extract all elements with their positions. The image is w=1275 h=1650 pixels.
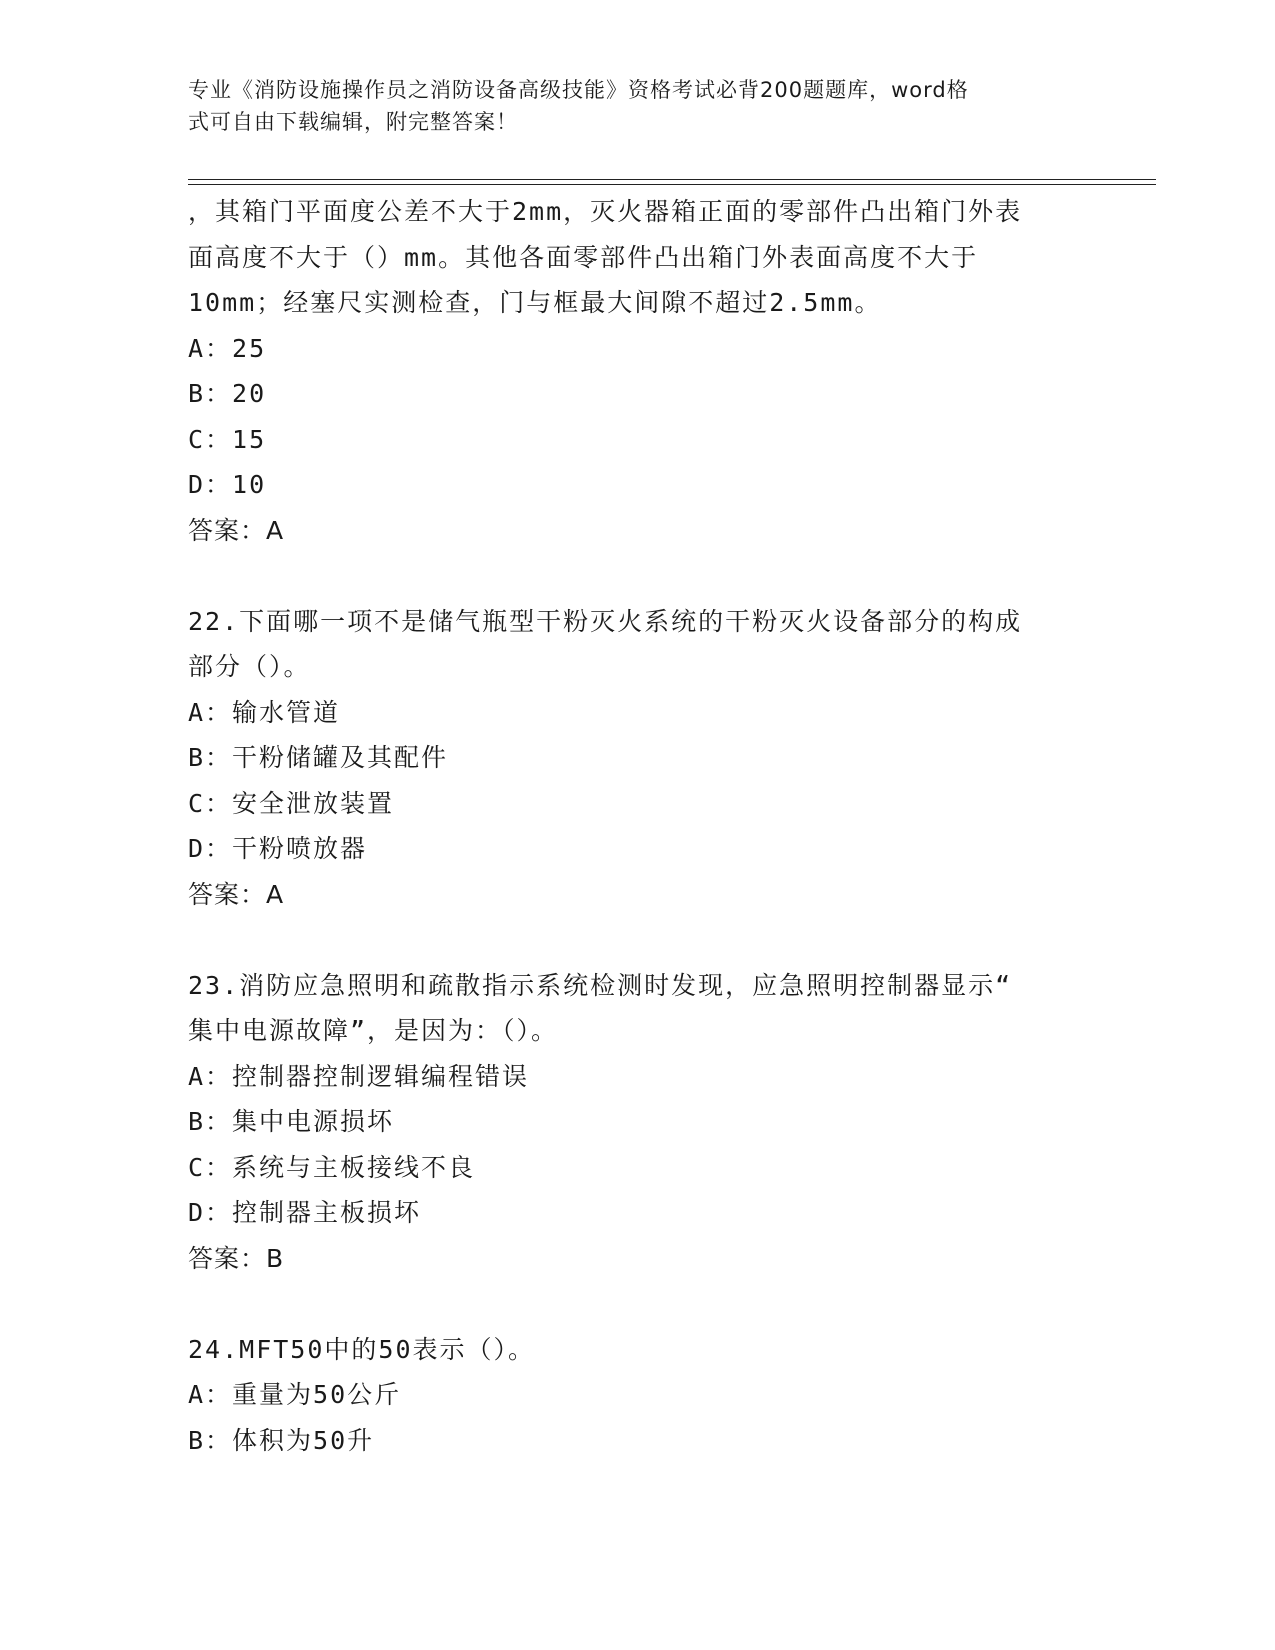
question-stem-line: 23.消防应急照明和疏散指示系统检测时发现，应急照明控制器显示“ <box>188 970 1013 1000</box>
header-line-1: 专业《消防设施操作员之消防设备高级技能》资格考试必背200题题库，word格 <box>188 78 969 102</box>
question-24 <box>188 1327 1088 1464</box>
option-a: A：25 <box>188 333 267 363</box>
question-stem-line: 部分（）。 <box>188 652 311 681</box>
header-divider-bottom <box>188 184 1156 185</box>
question-stem-line: 面高度不大于（）mm。其他各面零部件凸出箱门外表面高度不大于 <box>188 242 979 272</box>
answer-line: 答案：A <box>188 879 285 909</box>
option-c: C：15 <box>188 424 267 454</box>
question-spacer <box>188 917 1088 963</box>
question-stem-line: 22.下面哪一项不是储气瓶型干粉灭火系统的干粉灭火设备部分的构成 <box>188 606 1023 636</box>
option-d: D：干粉喷放器 <box>188 834 368 863</box>
option-a: A：控制器控制逻辑编程错误 <box>188 1061 530 1091</box>
question-spacer <box>188 553 1088 599</box>
question-22 <box>188 599 1088 918</box>
header-divider-top <box>188 179 1156 180</box>
option-d: D：控制器主板损坏 <box>188 1198 422 1227</box>
question-stem-line: 24.MFT50中的50表示（）。 <box>188 1334 536 1364</box>
option-a: A：重量为50公斤 <box>188 1380 402 1409</box>
question-21 <box>188 189 1088 553</box>
answer-line: 答案：B <box>188 1243 285 1273</box>
question-list <box>188 189 1088 1463</box>
option-c: C：安全泄放装置 <box>188 788 395 818</box>
document-header <box>188 74 1068 138</box>
question-spacer <box>188 1281 1088 1327</box>
question-23 <box>188 963 1088 1282</box>
answer-line: 答案：A <box>188 515 285 545</box>
option-b: B：体积为50升 <box>188 1425 375 1455</box>
option-a: A：输水管道 <box>188 697 341 727</box>
question-stem-line: 10mm；经塞尺实测检查，门与框最大间隙不超过2.5mm。 <box>188 288 882 317</box>
option-b: B：集中电源损坏 <box>188 1107 395 1136</box>
option-b: B：干粉储罐及其配件 <box>188 743 449 772</box>
option-b: B：20 <box>188 379 267 408</box>
question-stem-line: 集中电源故障”，是因为：（）。 <box>188 1016 559 1045</box>
question-stem-line: ，其箱门平面度公差不大于2mm，灭火器箱正面的零部件凸出箱门外表 <box>188 197 1023 226</box>
option-c: C：系统与主板接线不良 <box>188 1152 476 1182</box>
option-d: D：10 <box>188 470 267 499</box>
header-line-2: 式可自由下载编辑，附完整答案！ <box>188 110 518 134</box>
